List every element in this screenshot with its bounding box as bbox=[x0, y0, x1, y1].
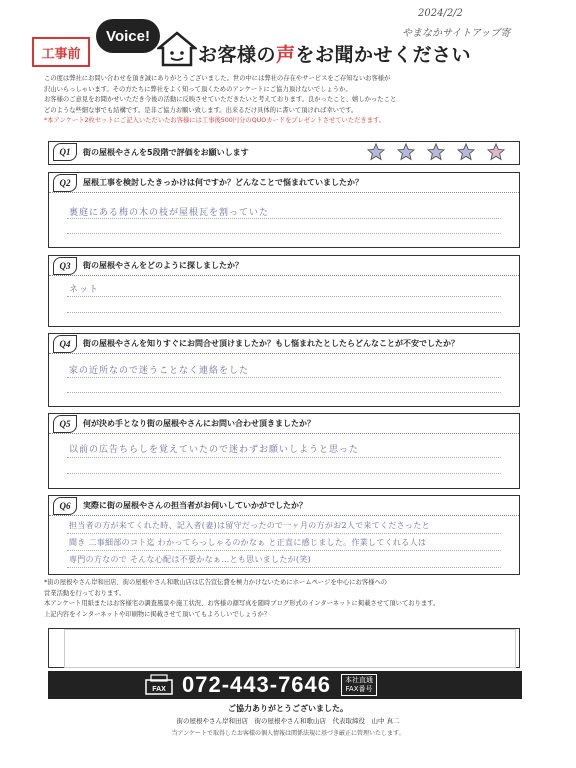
intro-line: お客様のご意見をお聞かせいただき今後の活動に反映させていただきたいと考えております。良かったこと、嬉しかったこと bbox=[44, 96, 397, 103]
question-text: 街の屋根やさんを5段階で評価をお願いします bbox=[83, 147, 249, 157]
intro-line: どのような些細な事でも結構です。是非ご協力お願い致します。出来るだけ具体的に書いて頂ければ幸いです。 bbox=[44, 106, 358, 114]
thanks-text: ご協力ありがとうございました。 bbox=[228, 704, 348, 713]
question-number: Q6 bbox=[53, 497, 77, 515]
question-1-section bbox=[48, 141, 520, 165]
handwritten-answer-line: 担当者の方が来てくれた時、記入者(妻)は留守だったので一ヶ月の方がお2人で来てくださったと bbox=[69, 521, 430, 530]
question-text: 何が決め手となり街の屋根やさんにお問い合わせ頂きましたか？ bbox=[83, 419, 315, 428]
footer-line: 本アンケート用紙またはお客様宅の調査風景や施工状況、お客様の顔写真を随時ブログ形式のインターネットに掲載させて頂いております。 bbox=[44, 600, 440, 607]
handwritten-answer: 以前の広告ちらしを覚えていたので迷わずお願いしようと思った bbox=[69, 445, 360, 455]
fax-number[interactable]: 072-443-7646 bbox=[182, 672, 332, 697]
store-note: やまなかサイトアップ寄 bbox=[402, 28, 511, 39]
question-number: Q3 bbox=[53, 257, 77, 275]
star-icon bbox=[367, 143, 385, 161]
handwritten-answer: 裏庭にある梅の木の枝が屋根瓦を割っていた bbox=[69, 208, 270, 218]
intro-line: この度は弊社にお問い合わせを頂き誠にありがとうございました。世の中には弊社の存在やサービスをご存知ないお客様が bbox=[44, 75, 391, 82]
page-title: お客様の声をお聞かせください bbox=[198, 44, 472, 66]
footer-line: 上記内容をインターネットや印刷物に掲載させて頂いてもよろしいでしょうか？ bbox=[44, 610, 271, 618]
handwritten-answer: 家の近所なので迷うことなく連絡をした bbox=[69, 366, 250, 376]
question-3-section bbox=[48, 255, 520, 327]
footer-line: *街の屋根やさん岸和田店、街の屋根やさん和歌山店は広告宣伝費を極力かけないためにホームページを中心にお客様への bbox=[44, 579, 388, 586]
question-number: Q4 bbox=[53, 335, 77, 353]
rating-stars bbox=[367, 143, 505, 161]
redacted-area bbox=[64, 629, 516, 668]
intro-text bbox=[44, 74, 524, 127]
footer-line: 営業活動を行っております。 bbox=[44, 589, 126, 597]
fax-label: 本社直通 FAX番号 bbox=[341, 674, 377, 696]
question-text: 屋根工事を検討したきっかけは何ですか？どんなことで悩まれていましたか？ bbox=[83, 178, 363, 187]
question-number: Q1 bbox=[53, 143, 77, 161]
date-note: 2024/2/2 bbox=[418, 8, 463, 19]
question-2-section bbox=[48, 172, 520, 248]
fax-icon bbox=[144, 674, 174, 696]
privacy-note: 当アンケートで取得したお客様の個人情報は関係法規に基づき厳正に管理いたします。 bbox=[171, 730, 405, 737]
company-info: 街の屋根やさん岸和田店 街の屋根やさん和歌山店 代表取締役 山中 真二 bbox=[176, 717, 400, 725]
star-icon bbox=[457, 143, 475, 161]
status-badge: 工事前 bbox=[32, 37, 90, 67]
question-text: 街の屋根やさんをどのように探しましたか？ bbox=[83, 261, 243, 270]
question-text: 街の屋根やさんを知りすぐにお問合せ頂けましたか？もし悩まれたとしたらどんなことが不安でしたか？ bbox=[83, 339, 459, 348]
question-6-section bbox=[48, 495, 520, 575]
star-icon bbox=[397, 143, 415, 161]
intro-note: *本アンケート2枚セットにご記入いただいたお客様には工事後500円分のQUOカードをプレゼントさせていただきます。 bbox=[44, 117, 386, 124]
handwritten-answer: ネット bbox=[69, 285, 100, 295]
handwritten-answer-line: 専門の方なので そんな心配は不要かなぁ…とも思いましたが(笑) bbox=[69, 555, 312, 564]
voice-bubble: Voice! bbox=[96, 19, 160, 53]
fax-bar bbox=[48, 671, 522, 699]
question-number: Q5 bbox=[53, 415, 77, 433]
house-icon bbox=[157, 30, 197, 68]
question-number: Q2 bbox=[53, 174, 77, 192]
question-4-section bbox=[48, 333, 520, 407]
question-text: 実際に街の屋根やさんの担当者がお伺いしていかがでしたか？ bbox=[83, 501, 307, 510]
footer-text bbox=[44, 578, 534, 620]
star-icon bbox=[487, 143, 505, 161]
star-icon bbox=[427, 143, 445, 161]
question-5-section bbox=[48, 413, 520, 489]
svg-text:FAX: FAX bbox=[152, 686, 166, 693]
consent-box[interactable] bbox=[48, 628, 520, 668]
handwritten-answer-line: 聞き 二事細部のコト迄 わかってらっしゃるのかなぁ と正直に感じました。作業してくれる人は bbox=[69, 538, 427, 547]
intro-line: 沢山いらっしゃいます。その方たちに弊社をよく知って頂くためのアンケートにご協力頂けないでしょうか。 bbox=[44, 85, 352, 93]
